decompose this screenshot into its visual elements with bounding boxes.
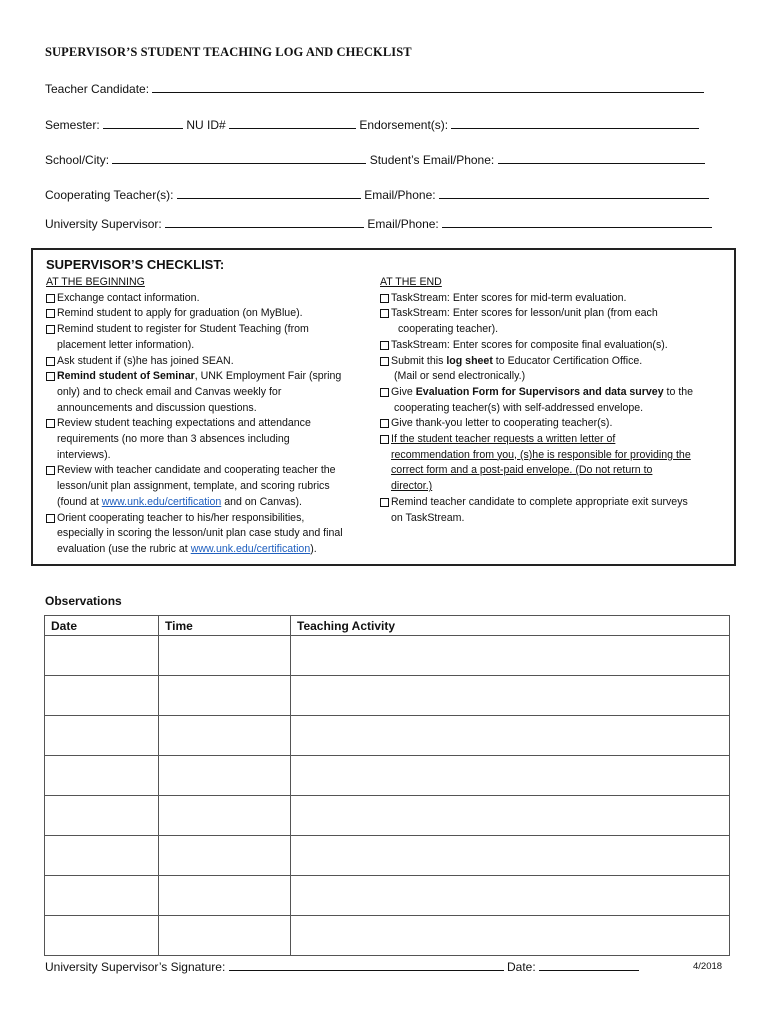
cooperating-teachers-field[interactable] — [177, 186, 361, 199]
checkbox-icon[interactable] — [380, 419, 389, 428]
teacher-candidate-field[interactable] — [152, 80, 704, 93]
checkbox-icon[interactable] — [46, 466, 55, 475]
table-row — [45, 876, 730, 916]
checklist-item: If the student teacher requests a written letter of — [380, 432, 730, 448]
checkbox-icon[interactable] — [380, 388, 389, 397]
checklist-item: TaskStream: Enter scores for mid-term evaluation. — [380, 291, 730, 307]
cooperating-email-label: Email/Phone: — [364, 188, 436, 202]
observations-table — [44, 615, 730, 956]
page-title: SUPERVISOR’S STUDENT TEACHING LOG AND CHECKLIST — [45, 45, 412, 59]
checkbox-icon[interactable] — [46, 514, 55, 523]
checklist-item-continued: lesson/unit plan assignment, template, and scoring rubrics — [57, 480, 330, 493]
time-cell[interactable] — [159, 676, 291, 716]
table-row — [45, 676, 730, 716]
time-cell[interactable] — [159, 796, 291, 836]
university-supervisor-field[interactable] — [165, 215, 364, 228]
beginning-heading: AT THE BEGINNING — [46, 276, 145, 288]
date-cell[interactable] — [45, 876, 159, 916]
checklist-item: Orient cooperating teacher to his/her responsibilities, — [46, 511, 376, 527]
date-cell[interactable] — [45, 716, 159, 756]
time-cell[interactable] — [159, 876, 291, 916]
date-cell[interactable] — [45, 836, 159, 876]
date-cell[interactable] — [45, 756, 159, 796]
endorsements-field[interactable] — [451, 116, 699, 129]
supervisor-checklist — [31, 248, 736, 566]
checkbox-icon[interactable] — [46, 372, 55, 381]
cooperating-teachers-label: Cooperating Teacher(s): — [45, 188, 174, 202]
checklist-item: Remind student of Seminar, UNK Employment Fair (spring — [46, 369, 376, 385]
checkbox-icon[interactable] — [380, 294, 389, 303]
checklist-item: Review with teacher candidate and cooperating teacher the — [46, 463, 376, 479]
end-heading: AT THE END — [380, 276, 442, 288]
checklist-item-continued: announcements and discussion questions. — [57, 401, 257, 414]
table-row — [45, 636, 730, 676]
column-header-date: Date — [45, 616, 159, 636]
checklist-item: Remind teacher candidate to complete appropriate exit surveys — [380, 495, 730, 511]
checklist-item: Remind student to apply for graduation (on MyBlue). — [46, 306, 376, 322]
checklist-item: Ask student if (s)he has joined SEAN. — [46, 354, 376, 370]
time-cell[interactable] — [159, 636, 291, 676]
activity-cell[interactable] — [291, 836, 730, 876]
checklist-item-continued: recommendation from you, (s)he is responsible for providing the — [391, 448, 691, 461]
checklist-item: Give thank-you letter to cooperating teacher(s). — [380, 416, 730, 432]
table-row — [45, 756, 730, 796]
checklist-item-continued: interviews). — [57, 448, 111, 461]
end-column — [380, 275, 730, 526]
checklist-item-continued: on TaskStream. — [391, 511, 465, 524]
student-email-field[interactable] — [498, 151, 705, 164]
checklist-item: TaskStream: Enter scores for lesson/unit plan (from each — [380, 306, 730, 322]
school-row — [45, 151, 705, 167]
time-cell[interactable] — [159, 756, 291, 796]
school-city-field[interactable] — [112, 151, 366, 164]
checklist-item-continued: cooperating teacher(s) with self-addressed envelope. — [394, 401, 644, 414]
checklist-item: Submit this log sheet to Educator Certification Office. — [380, 354, 730, 370]
cooperating-email-field[interactable] — [439, 186, 709, 199]
checklist-item: Review student teaching expectations and attendance — [46, 416, 376, 432]
observations-title: Observations — [45, 594, 122, 608]
checklist-item: TaskStream: Enter scores for composite final evaluation(s). — [380, 338, 730, 354]
table-row — [45, 716, 730, 756]
semester-field[interactable] — [103, 116, 183, 129]
signature-row — [45, 958, 639, 974]
date-cell[interactable] — [45, 796, 159, 836]
nu-id-label: NU ID# — [186, 118, 226, 132]
activity-cell[interactable] — [291, 796, 730, 836]
time-cell[interactable] — [159, 836, 291, 876]
checklist-item-continued: only) and to check email and Canvas weekly for — [57, 385, 282, 398]
checkbox-icon[interactable] — [46, 325, 55, 334]
certification-link[interactable]: www.unk.edu/certification — [190, 542, 311, 555]
date-label: Date: — [507, 960, 536, 974]
checklist-item-continued: director.) — [391, 480, 433, 493]
certification-link[interactable]: www.unk.edu/certification — [101, 495, 222, 508]
semester-label: Semester: — [45, 118, 100, 132]
checkbox-icon[interactable] — [380, 341, 389, 350]
activity-cell[interactable] — [291, 916, 730, 956]
signature-label: University Supervisor’s Signature: — [45, 960, 226, 974]
checklist-item-continued: especially in scoring the lesson/unit plan case study and final — [57, 527, 343, 540]
checklist-item-continued: evaluation (use the rubric at www.unk.edu/certification). — [57, 542, 317, 555]
checkbox-icon[interactable] — [380, 498, 389, 507]
university-supervisor-label: University Supervisor: — [45, 217, 162, 231]
checkbox-icon[interactable] — [380, 309, 389, 318]
date-cell[interactable] — [45, 636, 159, 676]
student-email-label: Student’s Email/Phone: — [369, 153, 495, 167]
supervisor-row — [45, 215, 712, 231]
endorsements-label: Endorsement(s): — [359, 118, 449, 132]
checkbox-icon[interactable] — [46, 357, 55, 366]
checklist-item: Remind student to register for Student Teaching (from — [46, 322, 376, 338]
checklist-item-continued: requirements (no more than 3 absences including — [57, 433, 290, 446]
school-city-label: School/City: — [45, 153, 110, 167]
date-cell[interactable] — [45, 916, 159, 956]
semester-row — [45, 116, 699, 132]
table-row — [45, 916, 730, 956]
checklist-item-continued: (found at www.unk.edu/certification and on Canvas). — [57, 495, 302, 508]
table-row — [45, 836, 730, 876]
checkbox-icon[interactable] — [380, 357, 389, 366]
column-header-time: Time — [159, 616, 291, 636]
activity-cell[interactable] — [291, 636, 730, 676]
checkbox-icon[interactable] — [46, 419, 55, 428]
activity-cell[interactable] — [291, 876, 730, 916]
checkbox-icon[interactable] — [46, 309, 55, 318]
activity-cell[interactable] — [291, 716, 730, 756]
table-header-row — [45, 616, 730, 636]
checklist-item-continued: (Mail or send electronically.) — [394, 370, 526, 383]
date-field[interactable] — [539, 958, 639, 971]
cooperating-row — [45, 186, 709, 202]
checkbox-icon[interactable] — [46, 294, 55, 303]
checklist-title: SUPERVISOR’S CHECKLIST: — [46, 257, 225, 272]
checklist-item: Exchange contact information. — [46, 291, 376, 307]
teacher-candidate-row — [45, 80, 704, 96]
checklist-item-continued: cooperating teacher). — [398, 323, 499, 336]
beginning-column — [46, 275, 376, 558]
activity-cell[interactable] — [291, 676, 730, 716]
nu-id-field[interactable] — [229, 116, 356, 129]
activity-cell[interactable] — [291, 756, 730, 796]
checklist-item-continued: correct form and a post-paid envelope. (Do not return to — [391, 464, 653, 477]
supervisor-email-label: Email/Phone: — [367, 217, 439, 231]
column-header-activity: Teaching Activity — [291, 616, 730, 636]
time-cell[interactable] — [159, 916, 291, 956]
checklist-item: Give Evaluation Form for Supervisors and data survey to the — [380, 385, 730, 401]
supervisor-email-field[interactable] — [442, 215, 712, 228]
teacher-candidate-label: Teacher Candidate: — [45, 82, 150, 96]
time-cell[interactable] — [159, 716, 291, 756]
checklist-item-continued: placement letter information). — [57, 338, 195, 351]
table-row — [45, 796, 730, 836]
checkbox-icon[interactable] — [380, 435, 389, 444]
signature-field[interactable] — [229, 958, 504, 971]
version-date: 4/2018 — [693, 961, 723, 972]
date-cell[interactable] — [45, 676, 159, 716]
